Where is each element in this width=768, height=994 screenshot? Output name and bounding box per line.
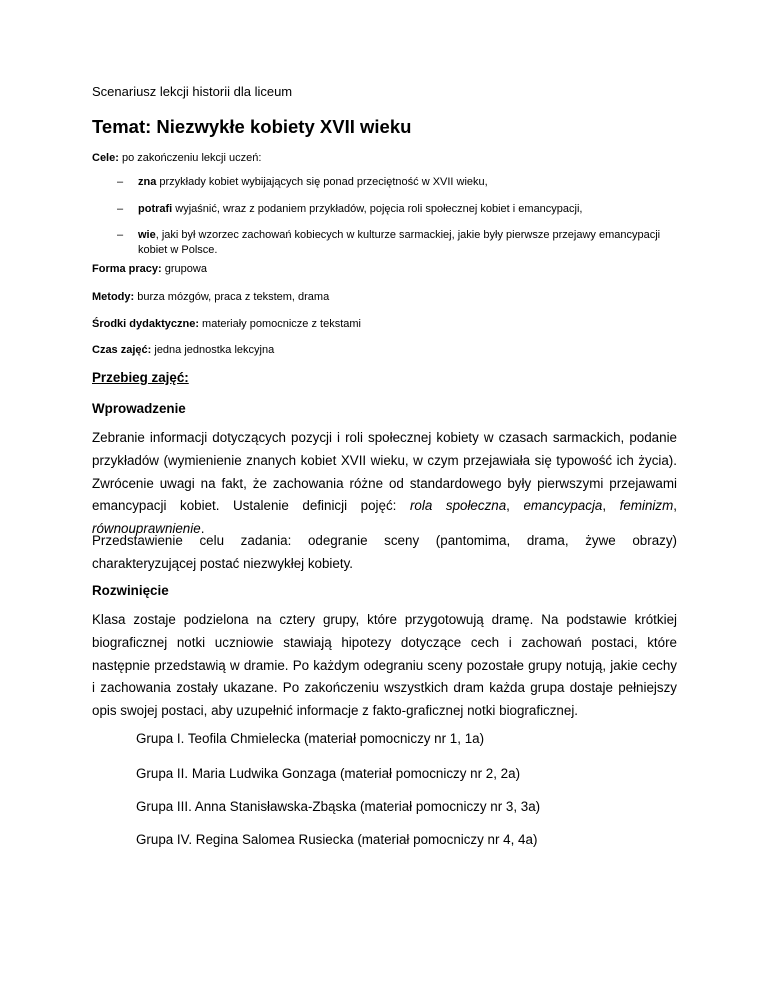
page-title: Temat: Niezwykłe kobiety XVII wieku [92,116,412,137]
section-heading-przebieg: Przebieg zajęć: [92,370,189,385]
separator: , [506,498,524,514]
meta-label: Forma pracy: [92,263,162,275]
meta-resources [92,317,361,332]
list-dash: – [117,203,124,215]
goal-text: wyjaśnić, wraz z podaniem przykładów, pojęcia roli społecznej kobiet i emancypacji, [172,203,583,215]
goals-intro-text: po zakończeniu lekcji uczeń: [118,152,262,164]
goal-keyword: potrafi [138,203,173,215]
goal-keyword: zna [138,176,157,188]
meta-methods [92,290,329,305]
separator: , [602,498,620,514]
goal-text: , jaki był wzorzec zachowań kobiecych w kulturze sarmackiej, jakie były pierwsze przejawy emancypacji kobiet w Polsce. [138,229,661,256]
term-feminism: feminizm [619,498,674,514]
meta-value: burza mózgów, praca z tekstem, drama [134,291,330,303]
list-item: Grupa III. Anna Stanisławska-Zbąska (materiał pomocniczy nr 3, 3a) [136,799,541,814]
list-dash: – [117,176,124,188]
goals-intro [92,151,261,166]
section-heading-rozwiniecie: Rozwinięcie [92,583,169,598]
meta-label: Metody: [92,291,135,303]
list-item: Grupa IV. Regina Salomea Rusiecka (materiał pomocniczy nr 4, 4a) [136,832,538,847]
meta-value: materiały pomocnicze z tekstami [198,318,361,330]
term-emancipation: emancypacja [523,498,603,514]
meta-label: Środki dydaktyczne: [92,318,199,330]
list-item: Grupa I. Teofila Chmielecka (materiał pomocniczy nr 1, 1a) [136,731,485,746]
separator: , [673,498,677,514]
intro-paragraph [92,427,677,541]
list-item [138,175,678,190]
goals-label: Cele: [92,152,119,164]
intro-text: Zebranie informacji dotyczących pozycji i roli społecznej kobiety w czasach sarmackich, podanie przykładów (wymienienie znanych kobiet XVII wieku, w czym przejawiała się typowość ich życia). Zwrócenie uwagi na fakt, że zachowania różne od standardowego były pierwszymi przejawami emancypacji kobiet. Ustalenie definicji pojęć: [92,430,677,514]
task-paragraph: Przedstawienie celu zadania: odegranie sceny (pantomima, drama, żywe obrazy) charakteryzującej postać niezwykłej kobiety. [92,533,677,571]
development-paragraph: Klasa zostaje podzielona na cztery grupy, które przygotowują dramę. Na podstawie krótkiej biograficznej notki uczniowie stawiają hipotezy dotyczące cech i zachowań postaci, które następnie przedstawią w dramie. Po każdym odegraniu sceny pozostałe grupy notują, jakie cechy i zachowania zostały ukazane. Po zakończeniu wszystkich dram każda grupa dostaje pełniejszy opis swojej postaci, aby uzupełnić informacje z fakto-graficznej notki biograficznej. [92,612,677,719]
list-item [138,202,678,217]
term-role: rola społeczna [409,498,507,514]
period: . [200,521,205,537]
goal-keyword: wie [138,229,156,241]
section-heading-wprowadzenie: Wprowadzenie [92,401,186,416]
goal-text: przykłady kobiet wybijających się ponad przeciętność w XVII wieku, [156,176,488,188]
document-subtitle: Scenariusz lekcji historii dla liceum [92,84,293,99]
meta-value: grupowa [161,263,207,275]
list-item [138,228,678,258]
list-dash: – [117,229,124,241]
meta-label: Czas zajęć: [92,344,152,356]
meta-time [92,343,274,358]
meta-form [92,262,207,277]
meta-value: jedna jednostka lekcyjna [151,344,275,356]
list-item: Grupa II. Maria Ludwika Gonzaga (materiał pomocniczy nr 2, 2a) [136,766,521,781]
term-equality: równouprawnienie [92,521,201,537]
